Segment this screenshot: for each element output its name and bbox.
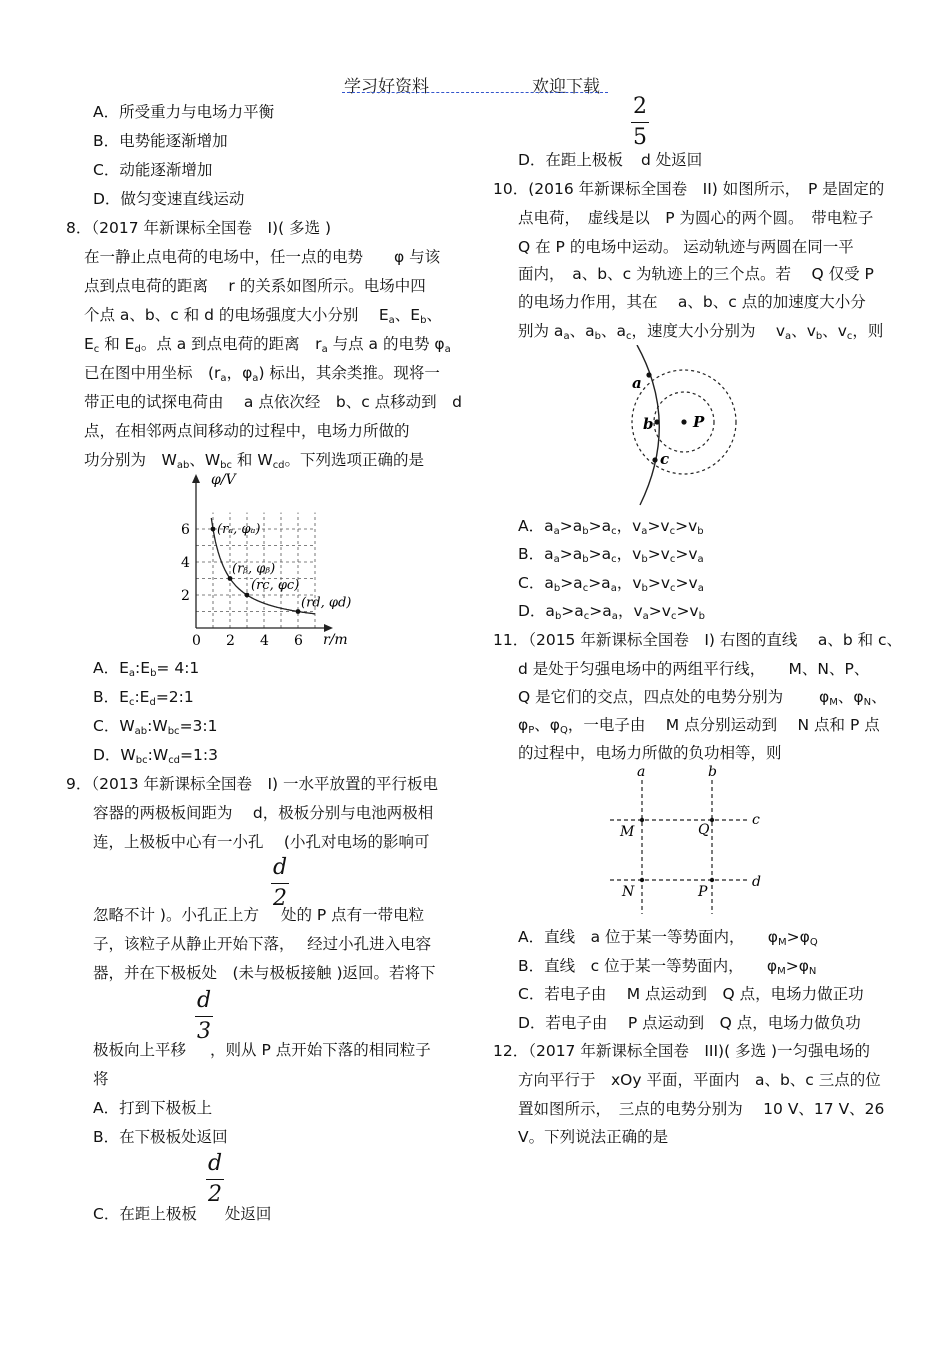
point-P bbox=[710, 878, 714, 882]
q8-line: 在一静止点电荷的电场中，任一点的电势 φ 与该 bbox=[84, 248, 441, 266]
label-d: d bbox=[752, 874, 761, 890]
point-b bbox=[654, 419, 659, 424]
data-point-d bbox=[296, 609, 301, 614]
q8-line: 点到点电荷的距离 r 的关系如图所示。电场中四 bbox=[84, 277, 426, 295]
label-a: a bbox=[637, 764, 646, 780]
q8-option-c: C．$W_{ab}:W_{bc}=3:1$ bbox=[93, 717, 218, 737]
q11-line: 的过程中，电场力所做的负功相等，则 bbox=[518, 744, 782, 762]
data-point-c bbox=[245, 593, 250, 598]
x-tick-label: 2 bbox=[226, 633, 235, 648]
q9-line: 忽略不计 )。小孔正上方 处的 P 点有一带电粒 bbox=[93, 906, 425, 924]
point-M bbox=[640, 818, 644, 822]
q11-line: Q 是它们的交点，四点处的电势分别为 $\varphi_M$、$\varphi_N$、 bbox=[518, 688, 887, 708]
data-label-b: (rᵦ, φᵦ) bbox=[232, 561, 276, 577]
q9-line: 子，该粒子从静止开始下落， 经过小孔进入电容 bbox=[93, 935, 432, 953]
q8-line: 个点 a、b、c 和 d 的电场强度大小分别 $E_a$、$E_b$、 bbox=[84, 306, 442, 326]
q9-option-d: D．在距上极板 d 处返回 bbox=[518, 151, 703, 169]
q8-line: 点，在相邻两点间移动的过程中，电场力所做的 bbox=[84, 422, 410, 440]
x-tick-label: 4 bbox=[260, 633, 269, 648]
label-Q: Q bbox=[698, 822, 710, 838]
q11-option-b: B．直线 c 位于某一等势面内， $\varphi_M>\varphi_N$ bbox=[518, 957, 817, 977]
q9-line: 容器的两极板间距为 d，极板分别与电池两极相 bbox=[93, 804, 434, 822]
q8-line: $E_c$ 和 $E_d$。点 a 到点电荷的距离 $r_a$ 与点 a 的电势 $\varphi_a$ bbox=[84, 335, 451, 355]
point-N bbox=[640, 878, 644, 882]
label-N: N bbox=[622, 884, 635, 900]
q10-option-d: D．$a_b>a_c>a_a$，$v_a>v_c>v_b$ bbox=[518, 602, 705, 622]
q9-head: 9．（2013 年新课标全国卷 I) 一水平放置的平行板电 bbox=[66, 775, 439, 793]
q9-option-a: A．打到下极板上 bbox=[93, 1099, 213, 1117]
label-b: b bbox=[708, 764, 717, 780]
phi-r-chart bbox=[175, 468, 375, 648]
x-tick-label: 0 bbox=[192, 633, 201, 648]
fraction-d-over-3: d 3 bbox=[196, 988, 212, 1044]
q11-option-d: D．若电子由 P 点运动到 Q 点，电场力做负功 bbox=[518, 1014, 861, 1032]
q9-option-c: C．在距上极板 处返回 bbox=[93, 1205, 272, 1223]
x-axis-arrow bbox=[324, 624, 333, 632]
q8-line: 带正电的试探电荷由 a 点依次经 b、c 点移动到 d bbox=[84, 393, 462, 411]
data-label-c: (rc, φc) bbox=[251, 578, 300, 593]
fraction-2-over-5: 2 5 bbox=[633, 94, 647, 150]
q8-option-d: D．$W_{bc}:W_{cd}=1:3$ bbox=[93, 746, 218, 766]
trajectory-figure bbox=[615, 345, 775, 510]
q7-option-c: C．动能逐渐增加 bbox=[93, 161, 213, 179]
q12-line: V。下列说法正确的是 bbox=[518, 1128, 669, 1146]
q10-line: Q 在 P 的电场中运动。 运动轨迹与两圆在同一平 bbox=[518, 238, 854, 256]
q7-option-d: D．做匀变速直线运动 bbox=[93, 190, 245, 208]
label-b: b bbox=[643, 415, 654, 433]
data-label-d: (rd, φd) bbox=[301, 595, 352, 611]
fraction-d-over-2: d 2 bbox=[207, 1151, 223, 1207]
point-Q bbox=[710, 818, 714, 822]
header-left: 学习好资料 bbox=[344, 77, 429, 97]
q12-line: 方向平行于 xOy 平面，平面内 a、b、c 三点的位 bbox=[518, 1071, 881, 1089]
y-axis-label: φ/V bbox=[211, 472, 236, 488]
label-c: c bbox=[660, 450, 670, 468]
q11-line: $\varphi_P$、$\varphi_Q$，一电子由 M 点分别运动到 N 点和 P 点 bbox=[518, 716, 880, 736]
data-point-a bbox=[211, 527, 216, 532]
q10-option-b: B．$a_a>a_b>a_c$，$v_b>v_c>v_a$ bbox=[518, 545, 704, 565]
header-divider bbox=[342, 92, 608, 93]
data-point-b bbox=[228, 576, 233, 581]
label-c: c bbox=[752, 812, 760, 828]
q9-line: 极板向上平移 ，则从 P 点开始下落的相同粒子 bbox=[93, 1041, 431, 1059]
q11-line: d 是处于匀强电场中的两组平行线， M、N、P、 bbox=[518, 660, 870, 678]
q10-option-c: C．$a_b>a_c>a_a$，$v_b>v_c>v_a$ bbox=[518, 574, 704, 594]
q8-line: 已在图中用坐标 ($r_a$，$\varphi_a$) 标出，其余类推。现将一 bbox=[84, 364, 440, 384]
label-a: a bbox=[632, 374, 642, 392]
header-right: 欢迎下载 bbox=[532, 77, 600, 97]
label-P: P bbox=[693, 413, 705, 431]
q9-line: 器，并在下极板处 (未与极板接触 )返回。若将下 bbox=[93, 964, 436, 982]
parallel-lines-figure bbox=[600, 762, 780, 922]
y-tick-label: 6 bbox=[181, 522, 190, 538]
q11-head: 11．（2015 年新课标全国卷 I) 右图的直线 a、b 和 c、 bbox=[493, 631, 903, 649]
label-P: P bbox=[698, 884, 708, 900]
fraction-d-over-2: d 2 bbox=[272, 855, 288, 911]
q8-line: 功分别为 $W_{ab}$、$W_{bc}$ 和 $W_{cd}$。下列选项正确的是 bbox=[84, 451, 425, 471]
x-tick-label: 6 bbox=[294, 633, 303, 648]
q12-line: 置如图所示， 三点的电势分别为 10 V、17 V、26 bbox=[518, 1100, 885, 1118]
point-P bbox=[681, 419, 686, 424]
point-a bbox=[646, 372, 651, 377]
x-axis-label: r/m bbox=[323, 632, 348, 648]
q7-option-a: A．所受重力与电场力平衡 bbox=[93, 103, 275, 121]
q10-line: 面内， a、b、c 为轨迹上的三个点。若 Q 仅受 P bbox=[518, 265, 874, 283]
q8-option-a: A．$E_a:E_b=$ 4:1 bbox=[93, 659, 200, 679]
data-label-a: (rₐ, φₐ) bbox=[217, 522, 261, 537]
q11-option-a: A．直线 a 位于某一等势面内， $\varphi_M>\varphi_Q$ bbox=[518, 928, 818, 948]
q7-option-b: B．电势能逐渐增加 bbox=[93, 132, 228, 150]
q10-line: 点电荷， 虚线是以 P 为圆心的两个圆。 带电粒子 bbox=[518, 209, 874, 227]
q8-head: 8．（2017 年新课标全国卷 I)( 多选 ) bbox=[66, 219, 332, 237]
q10-line: 的电场力作用，其在 a、b、c 点的加速度大小分 bbox=[518, 293, 866, 311]
q12-head: 12．（2017 年新课标全国卷 III)( 多选 )一匀强电场的 bbox=[493, 1042, 871, 1060]
point-c bbox=[652, 457, 657, 462]
y-axis-arrow bbox=[192, 474, 200, 483]
q9-line: 连，上极板中心有一小孔 (小孔对电场的影响可 bbox=[93, 833, 430, 851]
q10-line: 别为 $a_a$、$a_b$、$a_c$，速度大小分别为 $v_a$、$v_b$、$v_c$，则 bbox=[518, 322, 884, 342]
q10-option-a: A．$a_a>a_b>a_c$，$v_a>v_c>v_b$ bbox=[518, 517, 704, 537]
q9-option-b: B．在下极板处返回 bbox=[93, 1128, 228, 1146]
y-tick-label: 2 bbox=[181, 588, 190, 604]
q11-option-c: C．若电子由 M 点运动到 Q 点，电场力做正功 bbox=[518, 985, 864, 1003]
label-M: M bbox=[620, 824, 635, 840]
y-tick-label: 4 bbox=[181, 555, 190, 571]
q8-option-b: B．$E_c:E_d=2:1$ bbox=[93, 688, 194, 708]
q10-head: 10．(2016 年新课标全国卷 II) 如图所示， P 是固定的 bbox=[493, 180, 885, 198]
q9-line: 将 bbox=[93, 1070, 109, 1088]
